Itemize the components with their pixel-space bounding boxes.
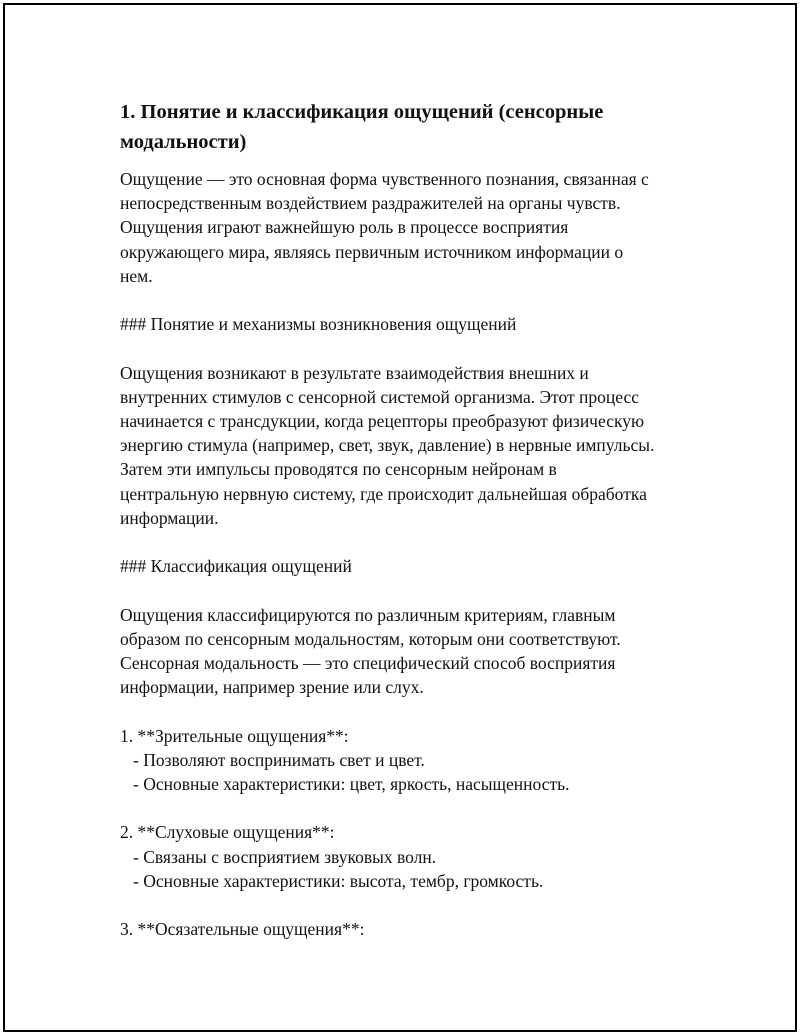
list-item-detail: - Основные характеристики: цвет, яркость, насыщенность. — [133, 774, 570, 794]
page — [3, 3, 797, 1032]
spacer — [120, 336, 700, 360]
section-body-mechanisms: Ощущения возникают в результате взаимодействия внешних и внутренних стимулов с сенсорной системой организма. Этот процесс начинается с трансдукции, когда рецепторы преобразуют физическую энергию стимула (например, свет, звук, давление) в нервные импульсы. Затем эти импульсы проводятся по сенсорным нейронам в центральную нервную систему, где происходит дальнейшая обработка информации. — [120, 362, 655, 528]
list-item — [120, 820, 700, 893]
list-item-title: 2. **Слуховые ощущения**: — [120, 822, 335, 843]
intro-paragraph: Ощущение — это основная форма чувственного познания, связанная с непосредственным воздействием раздражителей на органы чувств. Ощущения играют важнейшую роль в процессе восприятия окружающего мира, являясь первичным источником информации о нем. — [120, 169, 649, 286]
spacer — [120, 530, 700, 554]
list-item-detail: - Позволяют воспринимать свет и цвет. — [133, 749, 425, 770]
list-item — [120, 724, 700, 797]
list-item-detail: - Основные характеристики: высота, тембр, громкость. — [133, 870, 544, 891]
list-item-title: 1. **Зрительные ощущения**: — [120, 725, 349, 746]
section-title-classification: ### Классификация ощущений — [120, 556, 352, 577]
document-heading: 1. Понятие и классификация ощущений (сенсорные модальности) — [120, 101, 604, 153]
section-body-classification: Ощущения классифицируются по различным критериям, главным образом по сенсорным модальностям, которым они соответствуют. Сенсорная модальность — это специфический способ восприятия информации, например зрение или слух. — [120, 604, 621, 698]
spacer — [120, 796, 700, 820]
list-item-title: 3. **Осязательные ощущения**: — [120, 919, 365, 940]
spacer — [120, 893, 700, 917]
list-item — [120, 917, 700, 941]
spacer — [120, 699, 700, 723]
list-item-detail: - Связаны с восприятием звуковых волн. — [133, 846, 437, 867]
spacer — [120, 578, 700, 602]
section-title-mechanisms: ### Понятие и механизмы возникновения ощущений — [120, 314, 517, 335]
document-body — [120, 97, 700, 941]
spacer — [120, 288, 700, 312]
